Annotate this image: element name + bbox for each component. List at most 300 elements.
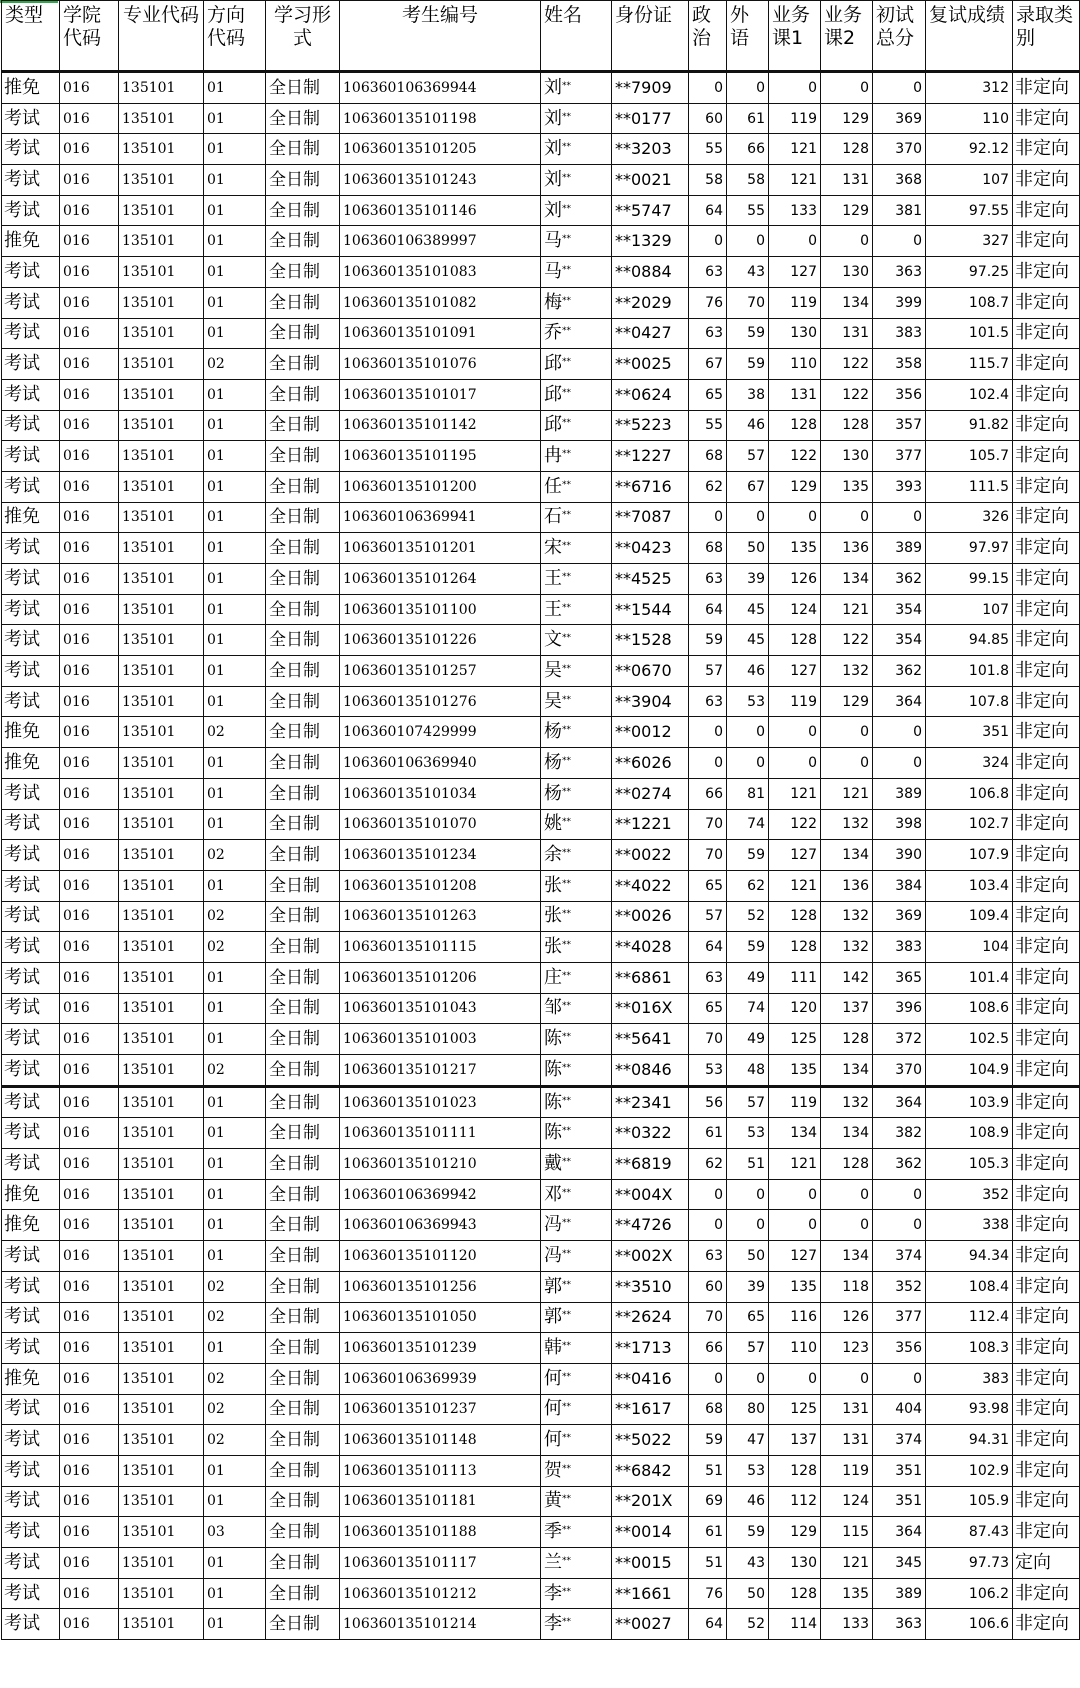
cell-id-card[interactable]: **7909 xyxy=(612,72,689,104)
cell-exam-id[interactable]: 106360135101276 xyxy=(340,686,541,717)
cell-direction-code[interactable]: 01 xyxy=(204,379,266,410)
cell-direction-code[interactable]: 01 xyxy=(204,1086,266,1118)
table-row[interactable] xyxy=(2,1271,1080,1302)
cell-initial-total[interactable]: 369 xyxy=(873,103,926,134)
cell-course-1[interactable]: 0 xyxy=(769,1210,821,1241)
cell-study-mode[interactable]: 全日制 xyxy=(266,1210,340,1241)
cell-college-code[interactable]: 016 xyxy=(60,1425,119,1456)
cell-exam-id[interactable]: 106360135101117 xyxy=(340,1548,541,1579)
cell-admission-type[interactable]: 非定向 xyxy=(1013,962,1080,993)
cell-foreign-language[interactable]: 57 xyxy=(727,1086,769,1118)
cell-major-code[interactable]: 135101 xyxy=(119,962,204,993)
cell-study-mode[interactable]: 全日制 xyxy=(266,287,340,318)
cell-major-code[interactable]: 135101 xyxy=(119,717,204,748)
cell-retest-score[interactable]: 105.7 xyxy=(926,441,1013,472)
cell-retest-score[interactable]: 103.9 xyxy=(926,1086,1013,1118)
cell-direction-code[interactable]: 01 xyxy=(204,993,266,1024)
cell-foreign-language[interactable]: 0 xyxy=(727,1363,769,1394)
cell-politics[interactable]: 57 xyxy=(689,901,727,932)
cell-type[interactable]: 考试 xyxy=(2,1517,60,1548)
cell-retest-score[interactable]: 112.4 xyxy=(926,1302,1013,1333)
cell-exam-id[interactable]: 106360135101256 xyxy=(340,1271,541,1302)
cell-exam-id[interactable]: 106360106369941 xyxy=(340,502,541,533)
cell-course-1[interactable]: 130 xyxy=(769,1548,821,1579)
cell-type[interactable]: 考试 xyxy=(2,1394,60,1425)
cell-id-card[interactable]: **0427 xyxy=(612,318,689,349)
cell-retest-score[interactable]: 103.4 xyxy=(926,870,1013,901)
cell-initial-total[interactable]: 0 xyxy=(873,72,926,104)
cell-id-card[interactable]: **1221 xyxy=(612,809,689,840)
cell-study-mode[interactable]: 全日制 xyxy=(266,379,340,410)
cell-foreign-language[interactable]: 62 xyxy=(727,870,769,901)
cell-admission-type[interactable]: 非定向 xyxy=(1013,379,1080,410)
cell-study-mode[interactable]: 全日制 xyxy=(266,962,340,993)
cell-id-card[interactable]: **5747 xyxy=(612,195,689,226)
cell-college-code[interactable]: 016 xyxy=(60,778,119,809)
cell-admission-type[interactable]: 非定向 xyxy=(1013,226,1080,257)
cell-admission-type[interactable]: 非定向 xyxy=(1013,1086,1080,1118)
cell-course-1[interactable]: 116 xyxy=(769,1302,821,1333)
cell-name[interactable] xyxy=(541,287,612,318)
cell-name[interactable] xyxy=(541,257,612,288)
cell-exam-id[interactable]: 106360135101206 xyxy=(340,962,541,993)
cell-retest-score[interactable]: 99.15 xyxy=(926,564,1013,595)
cell-study-mode[interactable]: 全日制 xyxy=(266,993,340,1024)
cell-name[interactable] xyxy=(541,1086,612,1118)
cell-direction-code[interactable]: 02 xyxy=(204,349,266,380)
cell-foreign-language[interactable]: 0 xyxy=(727,72,769,104)
cell-college-code[interactable]: 016 xyxy=(60,1394,119,1425)
cell-initial-total[interactable]: 404 xyxy=(873,1394,926,1425)
cell-admission-type[interactable]: 非定向 xyxy=(1013,287,1080,318)
cell-initial-total[interactable]: 362 xyxy=(873,656,926,687)
cell-initial-total[interactable]: 364 xyxy=(873,1517,926,1548)
cell-exam-id[interactable]: 106360106369942 xyxy=(340,1179,541,1210)
cell-course-2[interactable]: 0 xyxy=(821,72,873,104)
cell-exam-id[interactable]: 106360135101201 xyxy=(340,533,541,564)
cell-id-card[interactable]: **0624 xyxy=(612,379,689,410)
cell-major-code[interactable]: 135101 xyxy=(119,165,204,196)
cell-course-2[interactable]: 130 xyxy=(821,441,873,472)
cell-direction-code[interactable]: 01 xyxy=(204,1179,266,1210)
table-row[interactable] xyxy=(2,257,1080,288)
cell-initial-total[interactable]: 389 xyxy=(873,1578,926,1609)
cell-major-code[interactable]: 135101 xyxy=(119,1486,204,1517)
cell-exam-id[interactable]: 106360135101226 xyxy=(340,625,541,656)
cell-study-mode[interactable]: 全日制 xyxy=(266,72,340,104)
cell-direction-code[interactable]: 01 xyxy=(204,134,266,165)
table-row[interactable] xyxy=(2,1149,1080,1180)
cell-direction-code[interactable]: 02 xyxy=(204,1394,266,1425)
cell-foreign-language[interactable]: 38 xyxy=(727,379,769,410)
cell-study-mode[interactable]: 全日制 xyxy=(266,1394,340,1425)
cell-major-code[interactable]: 135101 xyxy=(119,379,204,410)
table-row[interactable] xyxy=(2,1578,1080,1609)
cell-direction-code[interactable]: 02 xyxy=(204,1271,266,1302)
cell-politics[interactable]: 51 xyxy=(689,1455,727,1486)
cell-admission-type[interactable]: 非定向 xyxy=(1013,1609,1080,1640)
cell-direction-code[interactable]: 01 xyxy=(204,195,266,226)
table-row[interactable] xyxy=(2,1024,1080,1055)
header-college-code[interactable]: 学院代码 xyxy=(60,1,119,72)
table-row[interactable] xyxy=(2,840,1080,871)
cell-direction-code[interactable]: 01 xyxy=(204,1024,266,1055)
cell-foreign-language[interactable]: 0 xyxy=(727,502,769,533)
cell-politics[interactable]: 59 xyxy=(689,625,727,656)
cell-admission-type[interactable]: 非定向 xyxy=(1013,870,1080,901)
header-id-card[interactable]: 身份证 xyxy=(612,1,689,72)
cell-study-mode[interactable]: 全日制 xyxy=(266,165,340,196)
header-admission-type[interactable]: 录取类别 xyxy=(1013,1,1080,72)
cell-retest-score[interactable]: 102.9 xyxy=(926,1455,1013,1486)
cell-name[interactable] xyxy=(541,1578,612,1609)
cell-major-code[interactable]: 135101 xyxy=(119,226,204,257)
cell-retest-score[interactable]: 338 xyxy=(926,1210,1013,1241)
cell-retest-score[interactable]: 327 xyxy=(926,226,1013,257)
cell-exam-id[interactable]: 106360135101208 xyxy=(340,870,541,901)
cell-politics[interactable]: 62 xyxy=(689,1149,727,1180)
cell-politics[interactable]: 62 xyxy=(689,471,727,502)
cell-exam-id[interactable]: 106360135101146 xyxy=(340,195,541,226)
cell-name[interactable] xyxy=(541,564,612,595)
cell-id-card[interactable]: **5022 xyxy=(612,1425,689,1456)
table-row[interactable] xyxy=(2,1333,1080,1364)
cell-politics[interactable]: 70 xyxy=(689,1302,727,1333)
cell-type[interactable]: 考试 xyxy=(2,962,60,993)
cell-id-card[interactable]: **1617 xyxy=(612,1394,689,1425)
cell-admission-type[interactable]: 非定向 xyxy=(1013,1179,1080,1210)
table-row[interactable] xyxy=(2,1425,1080,1456)
cell-major-code[interactable]: 135101 xyxy=(119,564,204,595)
cell-study-mode[interactable]: 全日制 xyxy=(266,809,340,840)
cell-type[interactable]: 考试 xyxy=(2,1086,60,1118)
cell-college-code[interactable]: 016 xyxy=(60,1149,119,1180)
cell-major-code[interactable]: 135101 xyxy=(119,594,204,625)
cell-course-1[interactable]: 130 xyxy=(769,318,821,349)
cell-major-code[interactable]: 135101 xyxy=(119,103,204,134)
cell-politics[interactable]: 51 xyxy=(689,1548,727,1579)
cell-retest-score[interactable]: 105.9 xyxy=(926,1486,1013,1517)
cell-course-1[interactable]: 127 xyxy=(769,840,821,871)
cell-course-1[interactable]: 122 xyxy=(769,441,821,472)
cell-college-code[interactable]: 016 xyxy=(60,1363,119,1394)
cell-name[interactable] xyxy=(541,134,612,165)
table-row[interactable] xyxy=(2,1086,1080,1118)
cell-type[interactable]: 考试 xyxy=(2,993,60,1024)
cell-name[interactable] xyxy=(541,1609,612,1640)
cell-retest-score[interactable]: 97.73 xyxy=(926,1548,1013,1579)
cell-direction-code[interactable]: 01 xyxy=(204,564,266,595)
cell-politics[interactable]: 0 xyxy=(689,1363,727,1394)
cell-admission-type[interactable]: 非定向 xyxy=(1013,1363,1080,1394)
cell-college-code[interactable]: 016 xyxy=(60,1179,119,1210)
cell-college-code[interactable]: 016 xyxy=(60,1055,119,1087)
cell-id-card[interactable]: **2029 xyxy=(612,287,689,318)
cell-name[interactable] xyxy=(541,656,612,687)
cell-direction-code[interactable]: 01 xyxy=(204,1149,266,1180)
cell-politics[interactable]: 68 xyxy=(689,441,727,472)
header-initial-total[interactable]: 初试总分 xyxy=(873,1,926,72)
table-row[interactable] xyxy=(2,533,1080,564)
cell-exam-id[interactable]: 106360135101076 xyxy=(340,349,541,380)
cell-direction-code[interactable]: 01 xyxy=(204,1609,266,1640)
cell-course-2[interactable]: 124 xyxy=(821,1486,873,1517)
cell-politics[interactable]: 65 xyxy=(689,870,727,901)
header-major-code[interactable]: 专业代码 xyxy=(119,1,204,72)
cell-admission-type[interactable]: 非定向 xyxy=(1013,932,1080,963)
cell-course-2[interactable]: 134 xyxy=(821,1241,873,1272)
cell-initial-total[interactable]: 370 xyxy=(873,134,926,165)
cell-name[interactable] xyxy=(541,1363,612,1394)
cell-college-code[interactable]: 016 xyxy=(60,410,119,441)
table-row[interactable] xyxy=(2,1548,1080,1579)
cell-retest-score[interactable]: 352 xyxy=(926,1179,1013,1210)
cell-foreign-language[interactable]: 67 xyxy=(727,471,769,502)
cell-direction-code[interactable]: 02 xyxy=(204,901,266,932)
cell-exam-id[interactable]: 106360135101148 xyxy=(340,1425,541,1456)
table-row[interactable] xyxy=(2,932,1080,963)
cell-study-mode[interactable]: 全日制 xyxy=(266,1302,340,1333)
cell-major-code[interactable]: 135101 xyxy=(119,901,204,932)
table-row[interactable] xyxy=(2,1517,1080,1548)
cell-study-mode[interactable]: 全日制 xyxy=(266,1055,340,1087)
cell-course-1[interactable]: 0 xyxy=(769,72,821,104)
cell-politics[interactable]: 63 xyxy=(689,686,727,717)
cell-course-2[interactable]: 121 xyxy=(821,778,873,809)
cell-type[interactable]: 考试 xyxy=(2,809,60,840)
cell-major-code[interactable]: 135101 xyxy=(119,410,204,441)
cell-course-2[interactable]: 132 xyxy=(821,932,873,963)
cell-major-code[interactable]: 135101 xyxy=(119,656,204,687)
cell-admission-type[interactable]: 非定向 xyxy=(1013,257,1080,288)
cell-name[interactable] xyxy=(541,901,612,932)
cell-exam-id[interactable]: 106360135101003 xyxy=(340,1024,541,1055)
cell-type[interactable]: 考试 xyxy=(2,1425,60,1456)
cell-id-card[interactable]: **0416 xyxy=(612,1363,689,1394)
cell-exam-id[interactable]: 106360135101111 xyxy=(340,1118,541,1149)
cell-foreign-language[interactable]: 45 xyxy=(727,625,769,656)
cell-foreign-language[interactable]: 50 xyxy=(727,533,769,564)
cell-study-mode[interactable]: 全日制 xyxy=(266,1425,340,1456)
cell-college-code[interactable]: 016 xyxy=(60,165,119,196)
cell-name[interactable] xyxy=(541,686,612,717)
cell-name[interactable] xyxy=(541,809,612,840)
cell-politics[interactable]: 0 xyxy=(689,717,727,748)
cell-retest-score[interactable]: 101.5 xyxy=(926,318,1013,349)
cell-foreign-language[interactable]: 70 xyxy=(727,287,769,318)
cell-name[interactable] xyxy=(541,1055,612,1087)
cell-exam-id[interactable]: 106360135101239 xyxy=(340,1333,541,1364)
cell-politics[interactable]: 63 xyxy=(689,962,727,993)
cell-course-1[interactable]: 124 xyxy=(769,594,821,625)
cell-course-2[interactable]: 115 xyxy=(821,1517,873,1548)
cell-id-card[interactable]: **2341 xyxy=(612,1086,689,1118)
cell-course-1[interactable]: 0 xyxy=(769,502,821,533)
cell-exam-id[interactable]: 106360135101257 xyxy=(340,656,541,687)
cell-course-2[interactable]: 131 xyxy=(821,1394,873,1425)
cell-course-2[interactable]: 131 xyxy=(821,318,873,349)
cell-college-code[interactable]: 016 xyxy=(60,471,119,502)
cell-course-2[interactable]: 126 xyxy=(821,1302,873,1333)
cell-name[interactable] xyxy=(541,625,612,656)
cell-politics[interactable]: 0 xyxy=(689,1179,727,1210)
table-row[interactable] xyxy=(2,778,1080,809)
cell-course-1[interactable]: 127 xyxy=(769,257,821,288)
cell-course-1[interactable]: 127 xyxy=(769,656,821,687)
cell-college-code[interactable]: 016 xyxy=(60,134,119,165)
cell-course-1[interactable]: 128 xyxy=(769,1578,821,1609)
cell-course-2[interactable]: 142 xyxy=(821,962,873,993)
cell-major-code[interactable]: 135101 xyxy=(119,748,204,779)
cell-retest-score[interactable]: 106.6 xyxy=(926,1609,1013,1640)
cell-retest-score[interactable]: 101.4 xyxy=(926,962,1013,993)
cell-admission-type[interactable]: 定向 xyxy=(1013,1548,1080,1579)
cell-politics[interactable]: 55 xyxy=(689,410,727,441)
cell-exam-id[interactable]: 106360135101091 xyxy=(340,318,541,349)
table-row[interactable] xyxy=(2,349,1080,380)
cell-college-code[interactable]: 016 xyxy=(60,1271,119,1302)
cell-name[interactable] xyxy=(541,471,612,502)
cell-course-2[interactable]: 128 xyxy=(821,410,873,441)
cell-retest-score[interactable]: 108.6 xyxy=(926,993,1013,1024)
cell-type[interactable]: 考试 xyxy=(2,1486,60,1517)
cell-major-code[interactable]: 135101 xyxy=(119,1271,204,1302)
cell-initial-total[interactable]: 383 xyxy=(873,318,926,349)
cell-study-mode[interactable]: 全日制 xyxy=(266,840,340,871)
cell-initial-total[interactable]: 363 xyxy=(873,257,926,288)
cell-type[interactable]: 考试 xyxy=(2,471,60,502)
cell-foreign-language[interactable]: 59 xyxy=(727,840,769,871)
cell-admission-type[interactable]: 非定向 xyxy=(1013,1578,1080,1609)
cell-course-1[interactable]: 128 xyxy=(769,932,821,963)
cell-retest-score[interactable]: 115.7 xyxy=(926,349,1013,380)
cell-course-2[interactable]: 132 xyxy=(821,901,873,932)
table-row[interactable] xyxy=(2,441,1080,472)
cell-admission-type[interactable]: 非定向 xyxy=(1013,901,1080,932)
cell-study-mode[interactable]: 全日制 xyxy=(266,318,340,349)
cell-id-card[interactable]: **0014 xyxy=(612,1517,689,1548)
cell-course-2[interactable]: 135 xyxy=(821,1578,873,1609)
cell-foreign-language[interactable]: 46 xyxy=(727,410,769,441)
cell-course-1[interactable]: 125 xyxy=(769,1024,821,1055)
cell-study-mode[interactable]: 全日制 xyxy=(266,471,340,502)
cell-college-code[interactable]: 016 xyxy=(60,993,119,1024)
cell-initial-total[interactable]: 354 xyxy=(873,594,926,625)
cell-initial-total[interactable]: 370 xyxy=(873,1055,926,1087)
cell-study-mode[interactable]: 全日制 xyxy=(266,1486,340,1517)
cell-id-card[interactable]: **0846 xyxy=(612,1055,689,1087)
table-row[interactable] xyxy=(2,809,1080,840)
cell-id-card[interactable]: **4525 xyxy=(612,564,689,595)
cell-direction-code[interactable]: 01 xyxy=(204,656,266,687)
cell-retest-score[interactable]: 351 xyxy=(926,717,1013,748)
cell-course-2[interactable]: 122 xyxy=(821,349,873,380)
cell-politics[interactable]: 64 xyxy=(689,594,727,625)
cell-type[interactable]: 考试 xyxy=(2,932,60,963)
cell-politics[interactable]: 64 xyxy=(689,932,727,963)
cell-initial-total[interactable]: 352 xyxy=(873,1271,926,1302)
cell-type[interactable]: 推免 xyxy=(2,717,60,748)
cell-college-code[interactable]: 016 xyxy=(60,1455,119,1486)
table-row[interactable] xyxy=(2,1609,1080,1640)
cell-retest-score[interactable]: 92.12 xyxy=(926,134,1013,165)
cell-type[interactable]: 考试 xyxy=(2,656,60,687)
cell-study-mode[interactable]: 全日制 xyxy=(266,1149,340,1180)
cell-initial-total[interactable]: 399 xyxy=(873,287,926,318)
cell-type[interactable]: 考试 xyxy=(2,1118,60,1149)
cell-study-mode[interactable]: 全日制 xyxy=(266,717,340,748)
table-row[interactable] xyxy=(2,564,1080,595)
cell-exam-id[interactable]: 106360135101034 xyxy=(340,778,541,809)
cell-study-mode[interactable]: 全日制 xyxy=(266,1241,340,1272)
cell-id-card[interactable]: **5641 xyxy=(612,1024,689,1055)
cell-type[interactable]: 推免 xyxy=(2,748,60,779)
cell-foreign-language[interactable]: 39 xyxy=(727,1271,769,1302)
cell-study-mode[interactable]: 全日制 xyxy=(266,1086,340,1118)
cell-exam-id[interactable]: 106360135101188 xyxy=(340,1517,541,1548)
cell-direction-code[interactable]: 01 xyxy=(204,226,266,257)
cell-retest-score[interactable]: 111.5 xyxy=(926,471,1013,502)
cell-study-mode[interactable]: 全日制 xyxy=(266,901,340,932)
cell-exam-id[interactable]: 106360135101234 xyxy=(340,840,541,871)
cell-course-2[interactable]: 128 xyxy=(821,1024,873,1055)
cell-admission-type[interactable]: 非定向 xyxy=(1013,410,1080,441)
header-name[interactable]: 姓名 xyxy=(541,1,612,72)
cell-retest-score[interactable]: 107 xyxy=(926,165,1013,196)
cell-admission-type[interactable]: 非定向 xyxy=(1013,656,1080,687)
cell-politics[interactable]: 58 xyxy=(689,165,727,196)
cell-initial-total[interactable]: 374 xyxy=(873,1425,926,1456)
cell-retest-score[interactable]: 91.82 xyxy=(926,410,1013,441)
cell-id-card[interactable]: **1227 xyxy=(612,441,689,472)
cell-type[interactable]: 考试 xyxy=(2,625,60,656)
cell-exam-id[interactable]: 106360135101023 xyxy=(340,1086,541,1118)
cell-name[interactable] xyxy=(541,349,612,380)
cell-name[interactable] xyxy=(541,410,612,441)
cell-initial-total[interactable]: 364 xyxy=(873,1086,926,1118)
cell-major-code[interactable]: 135101 xyxy=(119,1363,204,1394)
cell-retest-score[interactable]: 93.98 xyxy=(926,1394,1013,1425)
cell-direction-code[interactable]: 01 xyxy=(204,165,266,196)
cell-admission-type[interactable]: 非定向 xyxy=(1013,441,1080,472)
cell-course-2[interactable]: 134 xyxy=(821,1055,873,1087)
cell-college-code[interactable]: 016 xyxy=(60,594,119,625)
cell-direction-code[interactable]: 01 xyxy=(204,625,266,656)
cell-id-card[interactable]: **1713 xyxy=(612,1333,689,1364)
cell-politics[interactable]: 55 xyxy=(689,134,727,165)
cell-name[interactable] xyxy=(541,195,612,226)
cell-exam-id[interactable]: 106360135101200 xyxy=(340,471,541,502)
cell-direction-code[interactable]: 01 xyxy=(204,72,266,104)
cell-course-2[interactable]: 128 xyxy=(821,134,873,165)
cell-admission-type[interactable]: 非定向 xyxy=(1013,502,1080,533)
cell-name[interactable] xyxy=(541,72,612,104)
cell-foreign-language[interactable]: 47 xyxy=(727,1425,769,1456)
cell-politics[interactable]: 66 xyxy=(689,1333,727,1364)
cell-college-code[interactable]: 016 xyxy=(60,1333,119,1364)
cell-type[interactable]: 考试 xyxy=(2,287,60,318)
table-row[interactable] xyxy=(2,1486,1080,1517)
cell-exam-id[interactable]: 106360135101217 xyxy=(340,1055,541,1087)
cell-major-code[interactable]: 135101 xyxy=(119,1517,204,1548)
cell-admission-type[interactable]: 非定向 xyxy=(1013,72,1080,104)
cell-politics[interactable]: 63 xyxy=(689,318,727,349)
cell-major-code[interactable]: 135101 xyxy=(119,1333,204,1364)
cell-direction-code[interactable]: 01 xyxy=(204,103,266,134)
cell-course-2[interactable]: 0 xyxy=(821,748,873,779)
cell-foreign-language[interactable]: 0 xyxy=(727,226,769,257)
cell-type[interactable]: 考试 xyxy=(2,1302,60,1333)
